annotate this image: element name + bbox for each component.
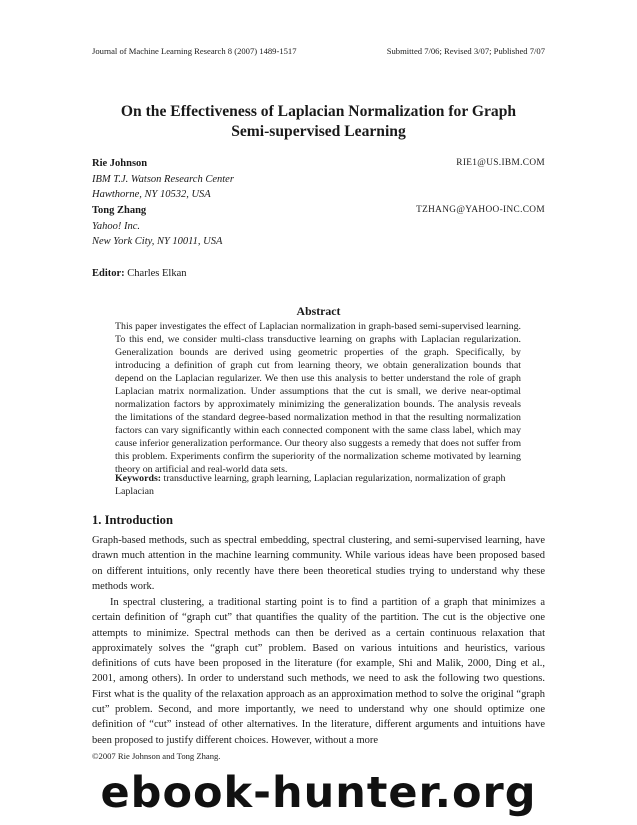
title-line-1: On the Effectiveness of Laplacian Normalization for Graph bbox=[120, 103, 517, 120]
submission-dates: Submitted 7/06; Revised 3/07; Published 7/07 bbox=[386, 46, 545, 56]
author-address: New York City, NY 10011, USA bbox=[92, 236, 223, 247]
intro-paragraph-1: Graph-based methods, such as spectral embedding, spectral clustering, and semi-supervised learning, have drawn much attention in the machine learning community. While various ideas have been proposed based on different intuitions, only recently have there been theoretical studies trying to understand why these methods work. bbox=[92, 535, 545, 592]
journal-header: Journal of Machine Learning Research 8 (2007) 1489-1517 bbox=[92, 46, 297, 56]
keywords-label: Keywords: bbox=[115, 473, 162, 484]
author-name: Tong Zhang bbox=[92, 205, 147, 216]
author-address: Hawthorne, NY 10532, USA bbox=[92, 189, 211, 200]
editor-line bbox=[92, 268, 187, 279]
intro-paragraph-2: In spectral clustering, a traditional starting point is to find a partition of a graph that minimizes a certain definition of “graph cut” that quantifies the quality of the partition. The cut is the objective one attempts to minimize. Spectral methods can then be derived as a certain continuous relaxation that approximately solves the “graph cut” problem. Based on various intuitions and heuristics, various definitions of cuts have been proposed in the literature (for example, Shi and Malik, 2000, Ding et al., 2001, among others). In order to understand such methods, we need to ask the following two questions. First what is the quality of the relaxation approach as an approximation method to solve the original “graph cut” problem. Second, and more importantly, we need to understand why one should optimize one definition of “cut” instead of other alternatives. In the literature, different arguments and intuitions have been proposed to justify different choices. However, without a more bbox=[92, 597, 545, 746]
author-block-1 bbox=[92, 156, 545, 203]
section-title: 1. Introduction bbox=[92, 513, 173, 527]
author-email: TZHANG@YAHOO-INC.COM bbox=[416, 205, 545, 215]
author-block-2 bbox=[92, 203, 545, 250]
author-affiliation: Yahoo! Inc. bbox=[92, 220, 141, 232]
editor-name: Charles Elkan bbox=[127, 268, 187, 279]
keywords bbox=[115, 472, 521, 498]
title-line-2: Semi-supervised Learning bbox=[231, 122, 406, 140]
paper-title bbox=[0, 102, 637, 141]
author-affiliation: IBM T.J. Watson Research Center bbox=[92, 173, 234, 185]
abstract-heading: Abstract bbox=[296, 304, 341, 318]
author-email: RIE1@US.IBM.COM bbox=[456, 158, 545, 168]
keywords-text: transductive learning, graph learning, Laplacian regularization, normalization of graph Laplacian bbox=[115, 473, 506, 497]
author-name: Rie Johnson bbox=[92, 158, 148, 169]
abstract-text: This paper investigates the effect of Laplacian normalization in graph-based semi-supervised learning. To this end, we consider multi-class transductive learning on graphs with Laplacian regularization. Generalization bounds are derived using geometric properties of the graph. Specifically, by introducing a definition of graph cut from learning theory, we obtain generalization bounds that depend on the Laplacian regularizer. We then use this analysis to better understand the role of graph Laplacian matrix normalization. Under assumptions that the cut is small, we derive near-optimal normalization factors by approximately minimizing the generalization bounds. The analysis reveals the limitations of the standard degree-based normalization method in that the resulting normalization factors can vary significantly within each connected component with the same class label, which may cause inferior generalization performance. Our theory also suggests a remedy that does not suffer from this problem. Experiments confirm the superiority of the normalization scheme motivated by learning theory on artificial and real-world data sets. bbox=[115, 321, 521, 475]
copyright: ©2007 Rie Johnson and Tong Zhang. bbox=[92, 751, 221, 761]
editor-label: Editor: bbox=[92, 268, 125, 279]
watermark-logo: ebook-hunter.org bbox=[100, 768, 537, 818]
